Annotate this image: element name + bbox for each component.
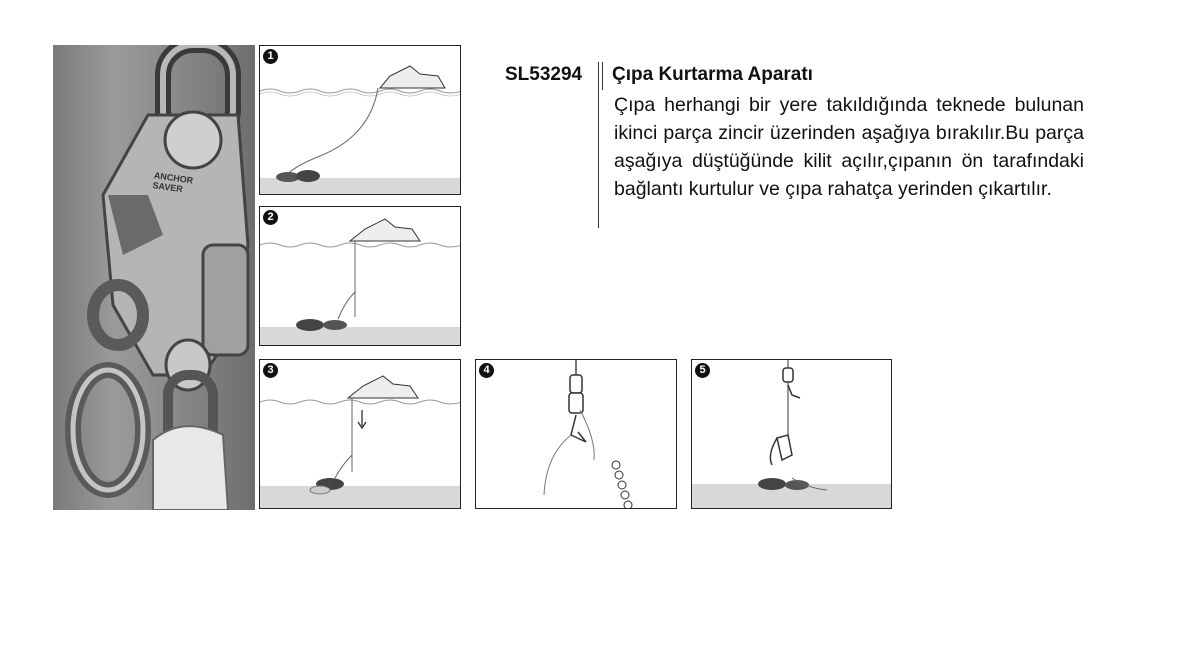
step-3-illustration: [259, 359, 461, 509]
step-1-illustration: [259, 45, 461, 195]
product-description: Çıpa herhangi bir yere takıldığında teknede bulunan ikinci parça zincir üzerinden aşağıya bırakılır.Bu parça aşağıya düştüğünde kilit açılır,çıpanın ön tarafındaki bağlantı kurtulur ve çıpa rahatça yerinden çıkartılır.: [614, 94, 1084, 200]
photo-engraving: ANCHOR SAVER: [151, 170, 194, 195]
divider-line: [602, 62, 603, 90]
step-number-badge: 4: [479, 363, 494, 378]
step-5-illustration: [691, 359, 892, 509]
step-number-badge: 1: [263, 49, 278, 64]
step-number-badge: 2: [263, 210, 278, 225]
step-4-illustration: [475, 359, 677, 509]
product-title: Çıpa Kurtarma Aparatı: [612, 64, 813, 85]
divider-line: [598, 62, 599, 228]
product-code: SL53294: [505, 64, 583, 85]
step-number-badge: 3: [263, 363, 278, 378]
product-photo: [53, 45, 255, 510]
step-number-badge: 5: [695, 363, 710, 378]
step-2-illustration: [259, 206, 461, 346]
